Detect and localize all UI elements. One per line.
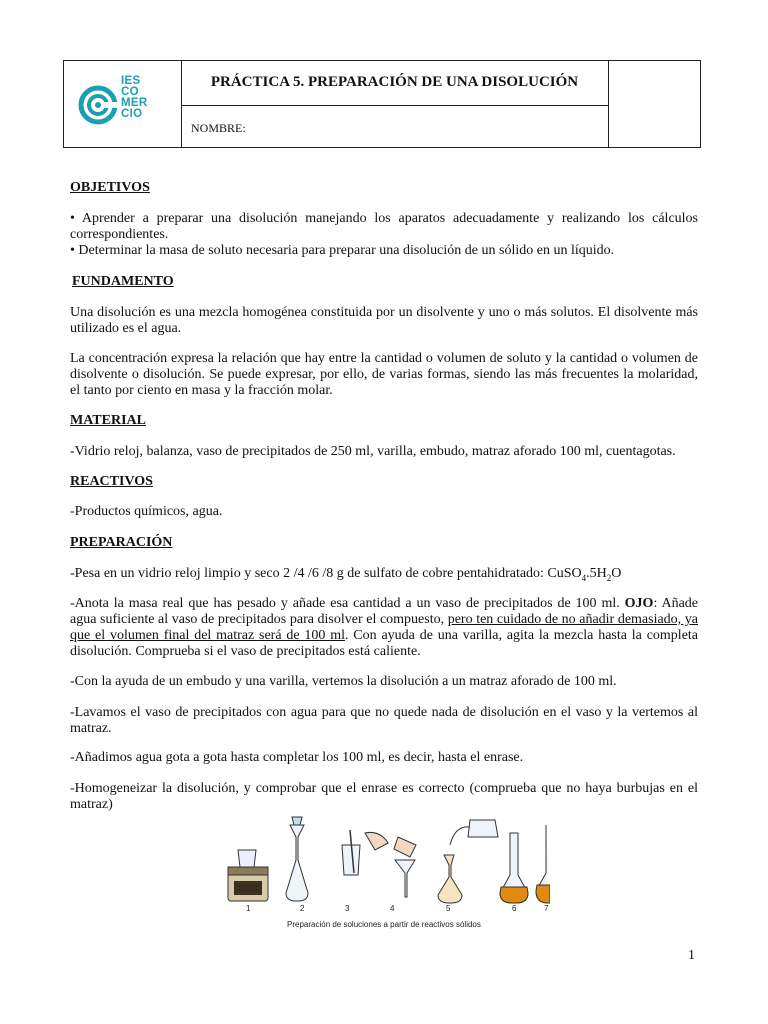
figure-step-number: 7 (544, 904, 549, 913)
ies-comercio-logo-icon (78, 75, 118, 135)
step-1-text: .5H (586, 566, 607, 581)
figure-caption: Preparación de soluciones a partir de reactivos sólidos (287, 920, 481, 929)
subscript: 2 (606, 572, 612, 583)
pouring-funnel-icon (394, 837, 416, 897)
preparacion-step-4: -Lavamos el vaso de precipitados con agua para que no quede nada de disolución en el vaso y la vertemos al matraz. (70, 705, 698, 736)
ojo-label: OJO (624, 596, 654, 611)
figure-step-number: 6 (512, 904, 517, 913)
volumetric-flask-final-icon (536, 825, 550, 903)
figure-step-number: 5 (446, 904, 451, 913)
step-1-text: -Pesa en un vidrio reloj limpio y seco 2 /4 /6 /8 g de sulfato de cobre pentahidratado: CuSO (70, 566, 582, 581)
preparacion-step-5: -Añadimos agua gota a gota hasta completar los 100 ml, es decir, hasta el enrase. (70, 750, 524, 765)
fundamento-paragraph-1: Una disolución es una mezcla homogénea constituida por un disolvente y uno o más solutos. El disolvente más utilizado es el agua. (70, 305, 698, 336)
header-table (63, 60, 701, 148)
volumetric-flask-icon (500, 833, 528, 903)
step-2-text: . Con ayuda de una varilla, agita la mezcla hasta la completa disolución. Comprueba si el vaso de precipitados está caliente. (70, 628, 699, 659)
fundamento-paragraph-2: La concentración expresa la relación que hay entre la cantidad o volumen de soluto y la cantidad o volumen de disolvente o disolución. Se puede expresar, por ello, de varias formas, siendo las más frecuentes la molaridad, el tanto por ciento en masa y la fracción molar. (70, 351, 698, 398)
logo-text (121, 76, 147, 120)
figure-step-number: 4 (390, 904, 395, 913)
logo-text-line: CO (121, 86, 139, 98)
preparacion-step-1 (70, 566, 698, 586)
balance-icon (228, 850, 268, 901)
preparacion-step-6: -Homogeneizar la disolución, y comprobar que el enrase es correcto (comprueba que no haya burbujas en el matraz) (70, 781, 698, 812)
objetivos-item-2: • Determinar la masa de soluto necesaria para preparar una disolución de un sólido en un líquido. (70, 243, 615, 258)
subscript: 4 (581, 572, 587, 583)
page-number: 1 (688, 948, 695, 963)
objetivos-item-1: • Aprender a preparar una disolución manejando los aparatos adecuadamente y realizando los cálculos correspondientes. (70, 211, 698, 242)
logo-text-line: CIO (121, 108, 143, 120)
logo-cell (64, 61, 182, 147)
flask-funnel-icon (286, 817, 308, 901)
preparacion-step-2 (70, 596, 698, 660)
preparacion-step-3: -Con la ayuda de un embudo y una varilla, vertemos la disolución a un matraz aforado de 100 ml. (70, 674, 617, 689)
figure-step-number: 1 (246, 904, 251, 913)
preparacion-heading: PREPARACIÓN (70, 535, 173, 550)
objetivos-heading: OBJETIVOS (70, 180, 150, 195)
step-2-text: -Anota la masa real que has pesado y añade esa cantidad a un vaso de precipitados de 100 ml. (70, 596, 625, 611)
beaker-rod-icon (342, 830, 388, 875)
figure-step-number: 3 (345, 904, 350, 913)
figure-step-number: 2 (300, 904, 305, 913)
fundamento-heading: FUNDAMENTO (72, 274, 174, 289)
material-heading: MATERIAL (70, 413, 146, 428)
page-title: PRÁCTICA 5. PREPARACIÓN DE UNA DISOLUCIÓN (210, 74, 579, 90)
solution-preparation-figure (220, 815, 550, 930)
step-1-text: O (611, 566, 622, 581)
logo-text-line: IES (121, 75, 141, 87)
step-2-text: : Añade agua suficiente al vaso de precipitados para disolver el compuesto, (70, 596, 698, 627)
reactivos-text: -Productos químicos, agua. (70, 504, 223, 519)
material-text: -Vidrio reloj, balanza, vaso de precipitados de 250 ml, varilla, embudo, matraz aforado 100 ml, cuentagotas. (70, 444, 676, 459)
title-cell (181, 61, 609, 106)
step-2-warning: pero ten cuidado de no añadir demasiado, ya que el volumen final del matraz será de 100 ml (70, 612, 698, 643)
name-cell (181, 106, 609, 147)
wash-bottle-flask-icon (438, 820, 498, 903)
logo-text-line: MER (121, 97, 148, 109)
name-label: NOMBRE: (191, 121, 246, 135)
reactivos-heading: REACTIVOS (70, 474, 153, 489)
